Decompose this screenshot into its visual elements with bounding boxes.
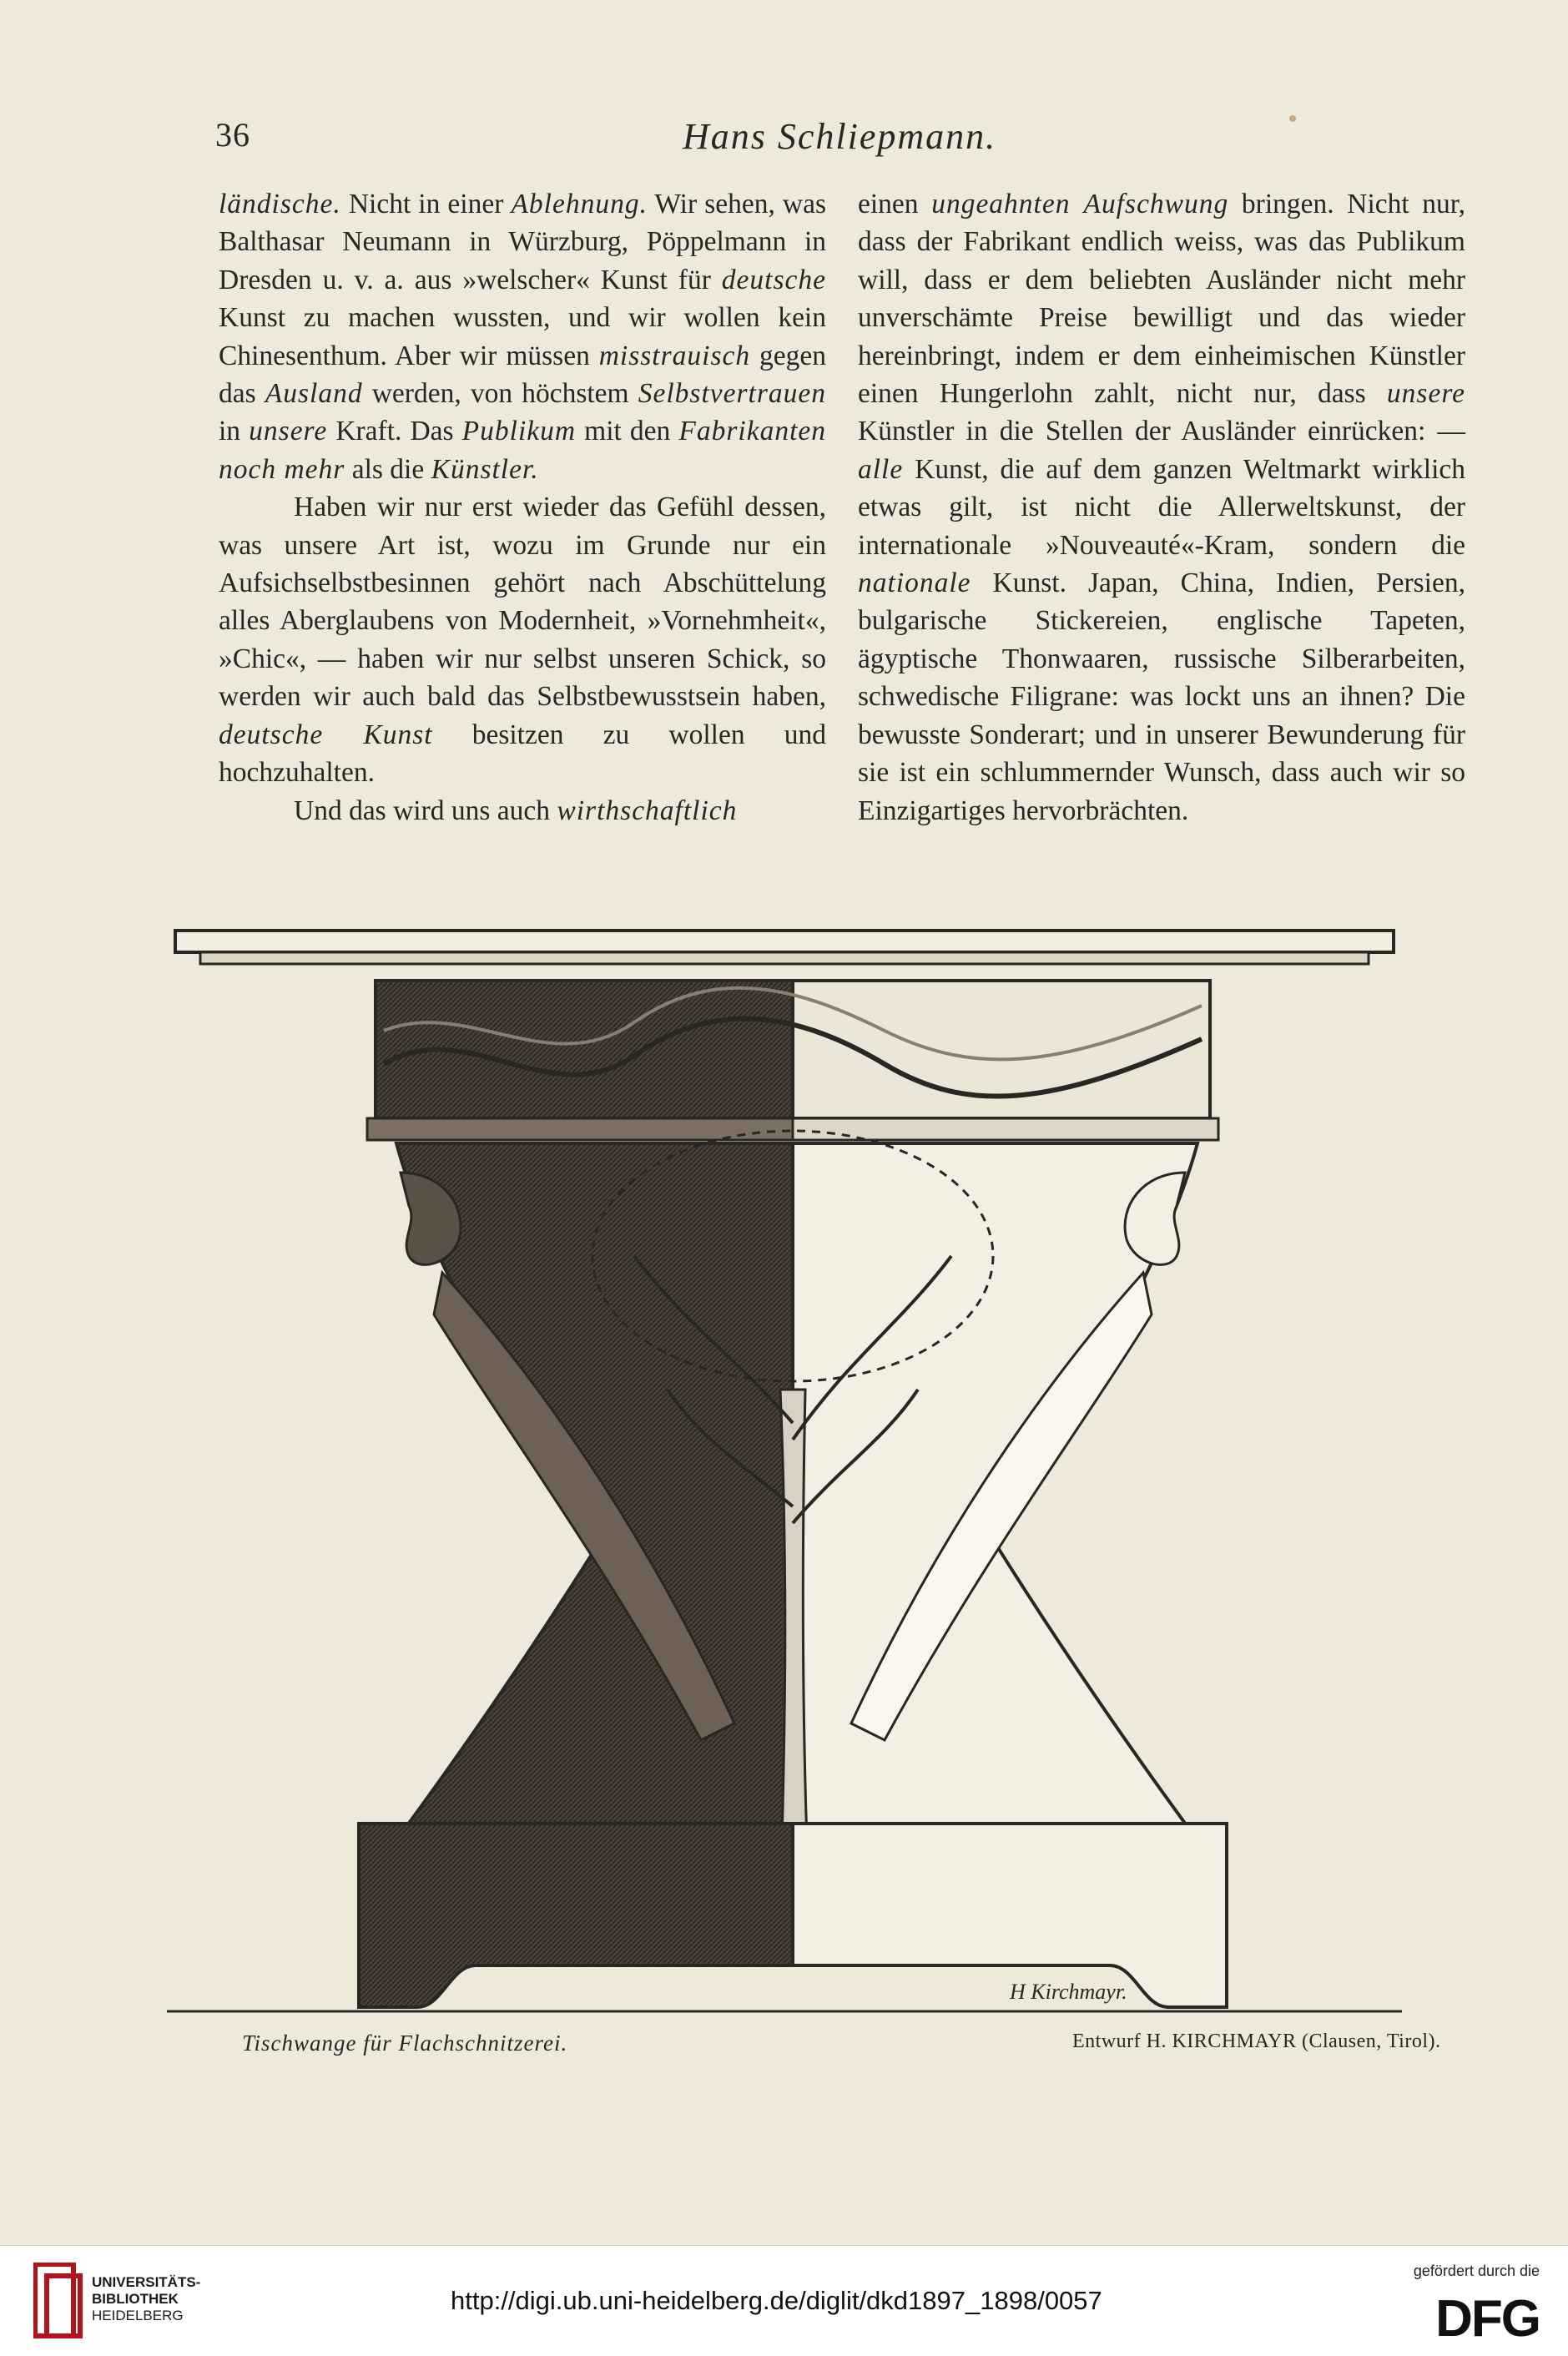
text-run: Haben wir nur erst wieder das Gefühl dessen, was unsere Art ist, wozu im Grunde nur ein Aufsichselbstbesinnen gehört nach Abschüttelung alles Aberglaubens von Modernheit, »Vornehmheit«, »Chic«, — haben wir nur selbst unseren Schick, so werden wir auch bald das Selbstbewusstsein haben, [219,492,826,713]
text-run: Kunst. Japan, China, Indien, Persien, bulgarische Stickereien, englische Tapeten, ägyptische Thonwaaren, russische Silberarbeiten, schwedische Filigrane: was lockt uns an ihnen? Die bewusste Sonderart; und in unserer Bewunderung für sie ist ein schlummernder Wunsch, dass auch wir so Einzigartiges hervorbrächten. [858,568,1465,826]
emphasized-text: unsere [249,416,328,447]
caption-left: Tischwange für Flachschnitzerei. [242,2031,568,2056]
running-title: Hans Schliepmann. [683,116,997,157]
text-run: als die [345,453,431,485]
emphasized-text: deutsche [721,264,826,295]
emphasized-text: wirthschaftlich [557,795,738,826]
page-header [215,115,1467,165]
emphasized-text: Ablehnung. [511,189,648,219]
dfg-logo-icon: DFG [1435,2290,1540,2348]
emphasized-text: ungeahnten Aufschwung [931,189,1229,219]
text-run: Kraft. Das [327,416,462,447]
text-run: mit den [576,416,679,447]
paragraph [858,185,1465,830]
text-run: gegen das [219,340,826,410]
text-run: bringen. Nicht nur, dass der Fabrikant endlich weiss, was das Publikum will, dass er dem beliebten Ausländer nicht mehr unverschämte Preise bewilligt und das wieder hereinbringt, indem er dem einheimischen Künstler einen Hungerlohn zahlt, nicht nur, dass [858,189,1465,410]
funding-label: gefördert durch die [1413,2263,1540,2279]
text-run: Künstler in die Stellen der Ausländer einrücken: — [858,416,1465,447]
text-run: Wir sehen, was Balthasar Neumann in Würzburg, Pöppelmann in Dresden u. v. a. aus »welscher« Kunst für [219,189,827,295]
caption-right: Entwurf H. KIRCHMAYR (Clausen, Tirol). [1072,2031,1441,2052]
base-plinth-dark [359,1824,793,2007]
emphasized-text: Fabrikanten noch mehr [219,416,826,485]
text-column-right [858,185,1465,830]
emphasized-text: Künstler. [431,453,539,485]
paragraph [219,488,826,791]
table-top-slab [175,931,1394,952]
emphasized-text: unsere [1386,378,1465,410]
text-run: Nicht in einer [340,189,512,219]
text-run: in [219,416,250,447]
emphasized-text: misstrauisch [598,340,751,371]
paragraph [219,792,826,830]
emphasized-text: Selbstvertrauen [638,378,827,410]
paragraph [219,185,826,488]
text-run: besitzen zu wollen und hochzuhalten. [219,719,827,789]
permalink-url[interactable]: http://digi.ub.uni-heidelberg.de/diglit/dkd1897_1898/0057 [451,2286,1102,2315]
university-library-logo-icon [33,2263,83,2339]
text-run: werden, von höchstem [362,378,638,410]
apron-moulding-light [793,1118,1218,1140]
emphasized-text: alle [858,453,904,485]
text-column-left [219,185,826,830]
emphasized-text: Ausland [265,378,363,410]
text-run: Und das wird uns auch [294,795,557,826]
text-run: einen [858,189,932,219]
emphasized-text: nationale [858,568,971,599]
digitization-footer [0,2245,1568,2356]
emphasized-text: deutsche Kunst [219,719,433,750]
text-run: Kunst zu machen wussten, und wir wollen kein Chinesenthum. Aber wir müssen [219,302,826,371]
engraving-signature: H Kirchmayr. [1010,1980,1127,2004]
emphasized-text: ländische. [219,189,341,219]
page-number: 36 [215,116,250,154]
university-library-name: UNIVERSITÄTS- BIBLIOTHEK HEIDELBERG [92,2274,201,2323]
table-leg-engraving [167,922,1402,2032]
text-run: Kunst, die auf dem ganzen Weltmarkt wirklich etwas gilt, ist nicht die Allerweltskunst, der internationale »Nouveauté«-Kram, sondern die [858,453,1465,561]
table-top-edge [200,952,1369,964]
emphasized-text: Publikum [461,416,577,447]
